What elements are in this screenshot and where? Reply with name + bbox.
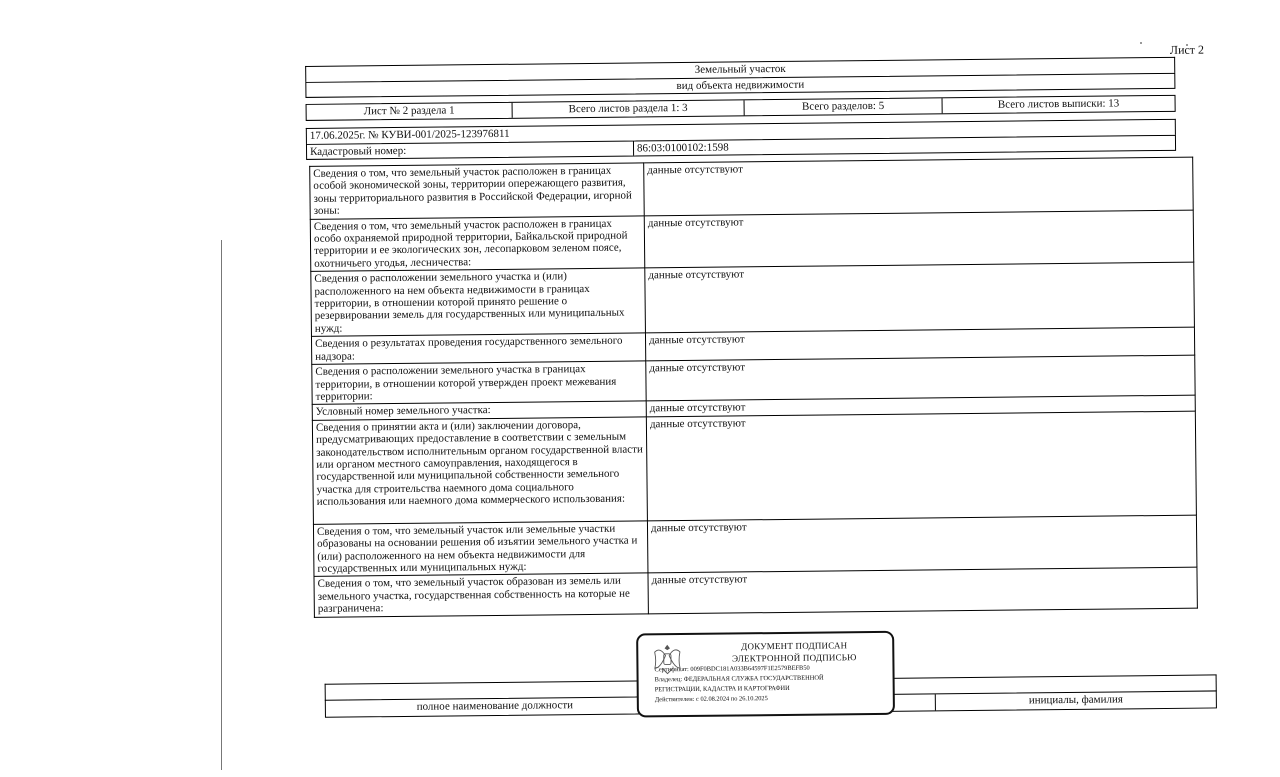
row-label: Сведения о том, что земельный участок расположен в границах особой экономической зоны, территории опережающего развития, зоны территориального развития в Российской Федерации, игорной зоны: — [310, 163, 645, 219]
name-caption: инициалы, фамилия — [935, 691, 1216, 710]
total-sections: Всего разделов: 5 — [745, 98, 943, 115]
row-value: данные отсутствуют — [645, 262, 1195, 333]
object-kind: вид объекта недвижимости — [676, 78, 805, 92]
header-block — [305, 57, 1175, 98]
row-value: данные отсутствуют — [646, 355, 1195, 401]
position-caption: полное наименование должности — [416, 699, 574, 713]
row-label: Сведения о том, что земельный участок или земельные участки образованы на основании решения об изъятии земельного участка и (или) расположенного на нем объекта недвижимости для государственных или муниципальных нужд: — [313, 521, 648, 577]
sheet-of-section: Лист № 2 раздела 1 — [307, 103, 513, 120]
row-value: данные отсутствуют — [648, 567, 1197, 613]
row-label: Сведения о расположении земельного участка и (или) расположенного на нем объекта недвижимости в границах территории, в отношении которой принято решение о резервировании земель для государственных или муниципальных нужд: — [311, 268, 646, 337]
row-value: данные отсутствуют — [646, 411, 1196, 521]
date-number: 17.06.2025г. № КУВИ-001/2025-123976811 — [309, 127, 510, 142]
table-row — [310, 157, 1194, 219]
table-row — [310, 210, 1194, 272]
cadastral-label: Кадастровый номер: — [307, 141, 634, 159]
row-label: Сведения о том, что земельный участок расположен в границах особо охраняемой природной территории, Байкальской природной территории и ее экологических зон, лесопарковом зеленом поясе, охотничьего угодья, лесничества: — [310, 216, 645, 272]
extract-page — [300, 42, 1205, 713]
cadastral-number: 86:03:0100102:1598 — [636, 141, 729, 154]
total-sheets-extract: Всего листов выписки: 13 — [997, 97, 1120, 111]
stamp-line2: ЭЛЕКТРОННОЙ ПОДПИСЬЮ — [732, 652, 857, 664]
row-value: данные отсутствуют — [647, 515, 1197, 573]
stamp-certificate: Сертификат: 009F0BDC181A033B64597F1E2579BEFB50 — [654, 664, 810, 674]
sheet-info-block — [306, 95, 1176, 121]
sheet-info-row — [306, 95, 1176, 121]
row-label: Условный номер земельного участка: — [312, 401, 646, 420]
row-value: данные отсутствуют — [646, 395, 1195, 416]
stamp-owner-cont: РЕГИСТРАЦИИ, КАДАСТРА И КАРТОГРАФИИ — [654, 684, 790, 694]
row-value: данные отсутствуют — [644, 157, 1194, 215]
table-row — [312, 411, 1196, 524]
row-value: данные отсутствуют — [644, 210, 1194, 268]
table-row — [314, 567, 1197, 616]
row-value: данные отсутствуют — [645, 327, 1194, 361]
row-label: Сведения о принятии акта и (или) заключении договора, предусматривающих предоставление в соответствии с земельным законодательством исполнительным органом государственной власти или органом местного самоуправления, находящегося в государственной или муниципальной собственности земельного участка для строительства наемного дома социального использования или наемного дома коммерческого использования: — [312, 417, 647, 524]
row-label: Сведения о том, что земельный участок образован из земель или земельного участка, государственная собственность на которые не разграничена: — [314, 573, 648, 617]
row-label: Сведения о результатах проведения государственного земельного надзора: — [311, 333, 645, 364]
information-table — [309, 157, 1198, 618]
stamp-line1: ДОКУМЕНТ ПОДПИСАН — [741, 640, 848, 652]
table-row — [313, 515, 1197, 577]
coat-of-arms-icon — [648, 641, 686, 677]
electronic-signature-stamp — [636, 631, 895, 718]
scan-margin-line — [221, 240, 222, 770]
stamp-owner: Владелец: ФЕДЕРАЛЬНАЯ СЛУЖБА ГОСУДАРСТВЕННОЙ — [654, 674, 824, 684]
total-sheets-section: Всего листов раздела 1: 3 — [513, 100, 745, 117]
object-title: Земельный участок — [694, 62, 786, 76]
stamp-validity: Действителен: с 02.08.2024 по 26.10.2025 — [654, 695, 768, 704]
registration-block — [306, 119, 1176, 160]
sheet-label: Лист 2 — [1169, 42, 1205, 57]
row-label: Сведения о расположении земельного участка в границах территории, в отношении которой утвержден проект межевания территории: — [312, 361, 646, 405]
table-row — [311, 262, 1195, 336]
